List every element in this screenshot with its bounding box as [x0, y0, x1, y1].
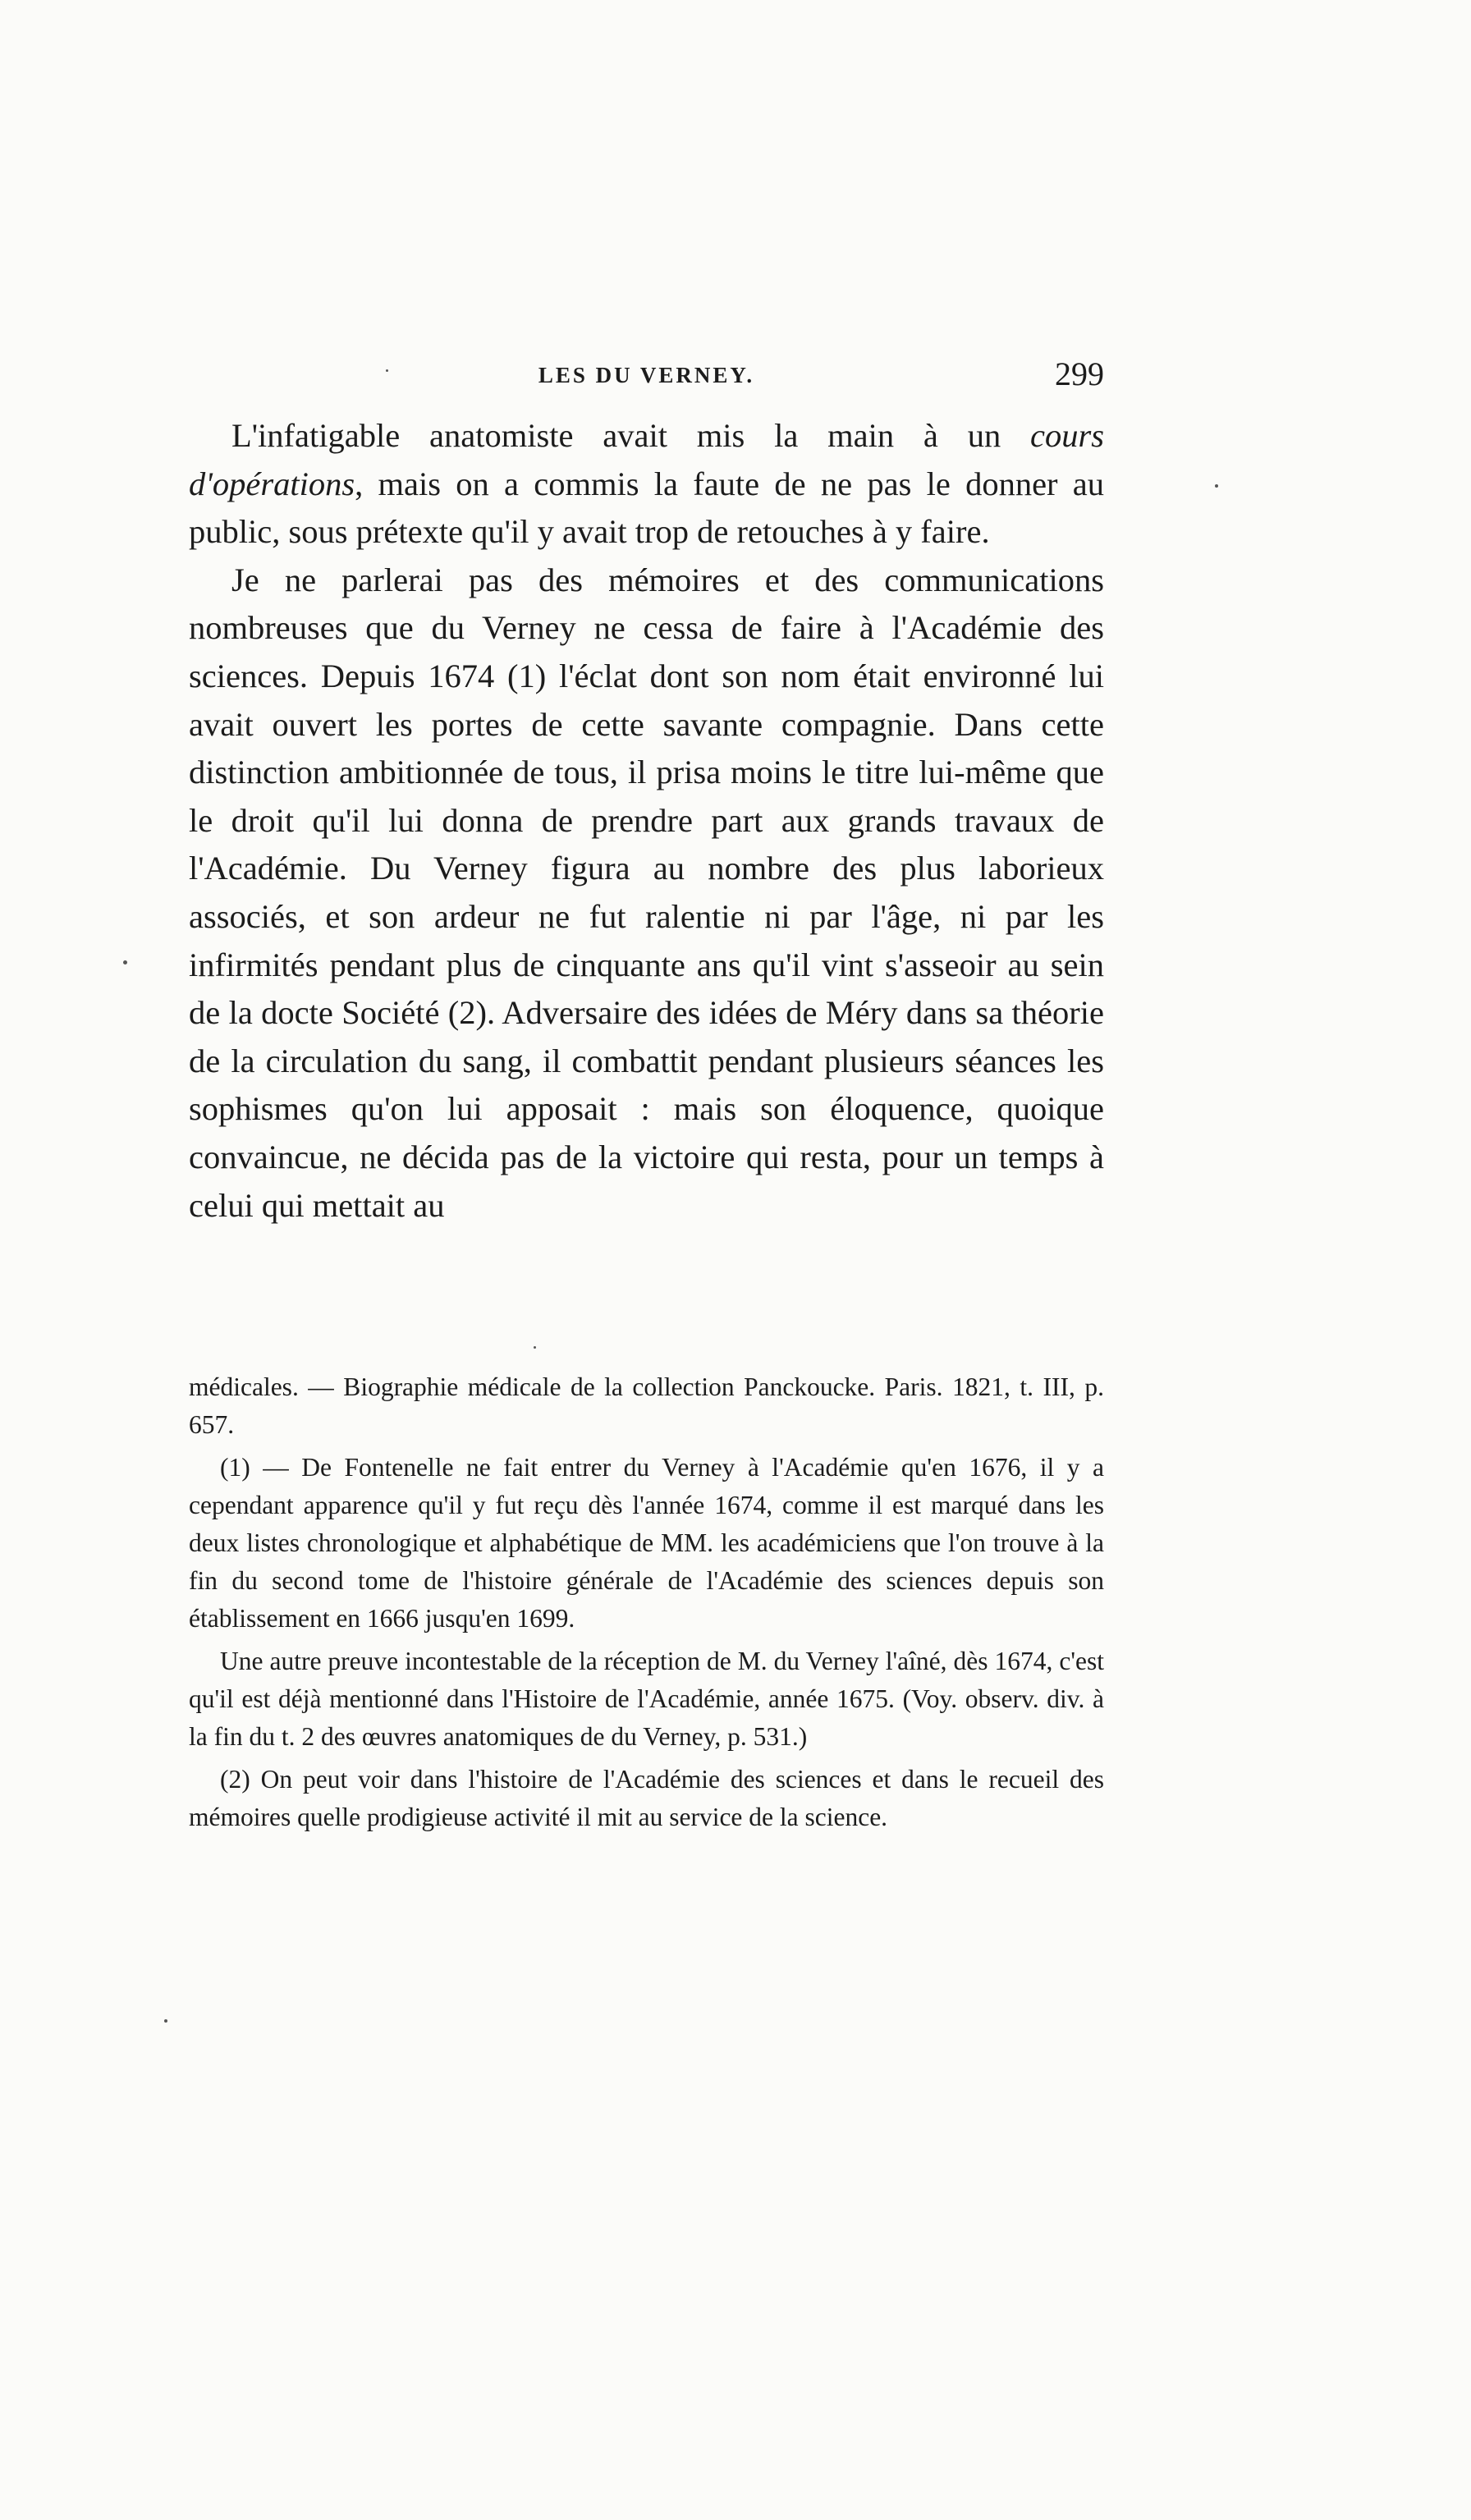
paper-speck [1215, 484, 1218, 488]
paragraph-1-italic: cours d'opérations [189, 417, 1104, 502]
footnote-1: (1) — De Fontenelle ne fait entrer du Verney à l'Académie qu'en 1676, il y a cependant apparence qu'il y fut reçu dès l'année 1674, comme il est marqué dans les deux listes chronologique et alphabétique de MM. les académiciens que l'on trouve à la fin du second tome de l'histoire générale de l'Académie des sciences depuis son établissement en 1666 jusqu'en 1699. [189, 1453, 1104, 1633]
paper-speck [164, 2019, 167, 2023]
footnote-2: (2) On peut voir dans l'histoire de l'Académie des sciences et dans le recueil des mémoires quelle prodigieuse activité il mit au service de la science. [189, 1765, 1104, 1831]
footnote-1-continued: Une autre preuve incontestable de la réception de M. du Verney l'aîné, dès 1674, c'est qu'il est déjà mentionné dans l'Histoire de l'Académie, année 1675. (Voy. observ. div. à la fin du t. 2 des œuvres anatomiques de du Verney, p. 531.) [189, 1647, 1104, 1751]
running-head [189, 355, 1104, 404]
paragraph-2: Je ne parlerai pas des mémoires et des communications nombreuses que du Verney ne cessa de faire à l'Académie des sciences. Depuis 1674 (1) l'éclat dont son nom était environné lui avait ouvert les portes de cette savante compagnie. Dans cette distinction ambitionnée de tous, il prisa moins le titre lui-même que le droit qu'il lui donna de prendre part aux grands travaux de l'Académie. Du Verney figura au nombre des plus laborieux associés, et son ardeur ne fut ralentie ni par l'âge, ni par les infirmités pendant plus de cinquante ans qu'il vint s'asseoir au sein de la docte Société (2). Adversaire des idées de Méry dans sa théorie de la circulation du sang, il combattit pendant plusieurs séances les sophismes qu'on lui apposait : mais son éloquence, quoique convaincue, ne décida pas de la victoire qui resta, pour un temps à celui qui mettait au [189, 561, 1104, 1224]
paper-speck [534, 1346, 536, 1349]
paragraph-1-end: , mais on a commis la faute de ne pas le donner au public, sous prétexte qu'il y avait trop de retouches à y faire. [189, 465, 1104, 551]
paragraph-1 [189, 412, 1104, 557]
paper-speck [123, 960, 127, 964]
footnotes [189, 1368, 1104, 1841]
paragraph-1-start: L'infatigable anatomiste avait mis la main à un [231, 417, 1030, 454]
page-number: 299 [1055, 355, 1104, 392]
body-text [189, 412, 1104, 1230]
paper-speck [386, 369, 388, 372]
running-title: LES DU VERNEY. [538, 363, 755, 387]
footnote-continued: médicales. — Biographie médicale de la collection Panckoucke. Paris. 1821, t. III, p. 657. [189, 1372, 1104, 1439]
